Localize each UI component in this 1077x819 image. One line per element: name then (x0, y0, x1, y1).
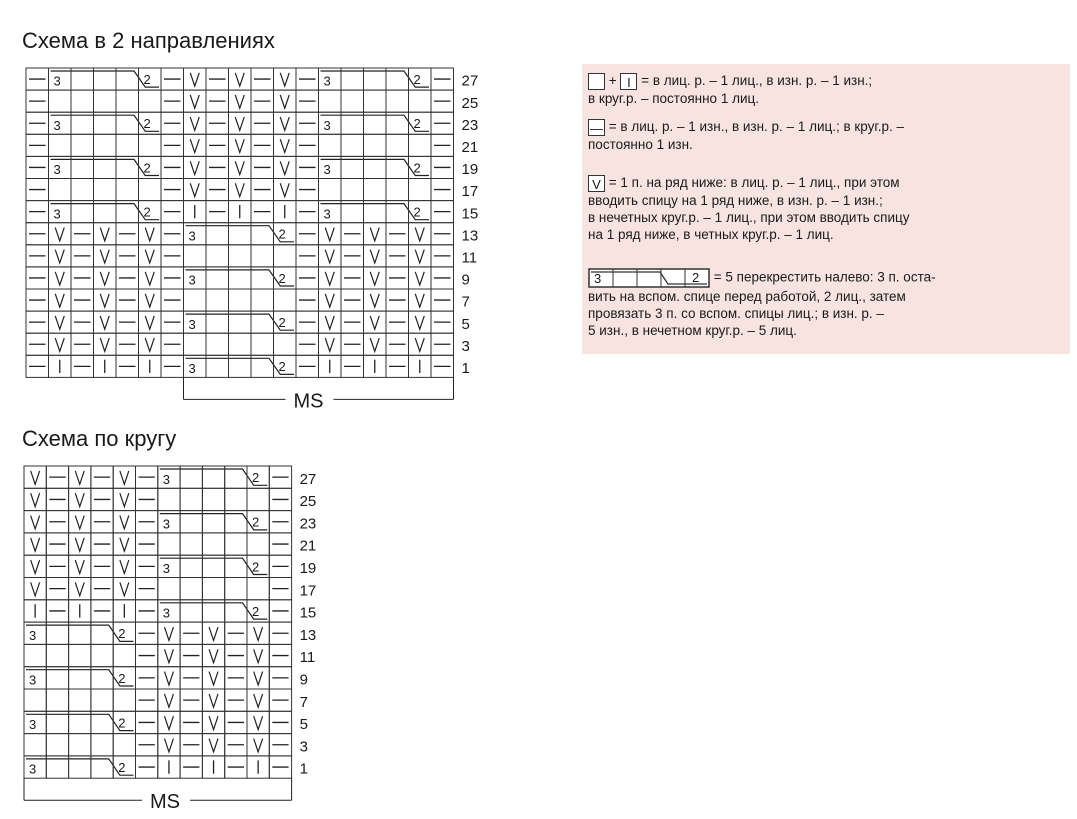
row-number: 9 (299, 671, 308, 689)
slip-symbol (415, 338, 424, 351)
legend-slip-text-4: на 1 ряд ниже, в четных круг.р. – 1 лиц. (588, 226, 834, 242)
slip-symbol (31, 560, 40, 573)
chart-cell (116, 179, 139, 201)
chart-title-two-directions: Схема в 2 направлениях (22, 28, 275, 53)
chart-cell (116, 134, 139, 156)
cable-three-label: 3 (29, 672, 37, 688)
slip-symbol (325, 338, 334, 351)
legend-purl-text-1: = в лиц. р. – 1 изн., в изн. р. – 1 лиц.; в круг.р. – (608, 119, 904, 134)
chart-cell (274, 245, 297, 267)
chart-cell (341, 134, 364, 156)
slip-symbol (209, 649, 218, 662)
chart-cell (319, 179, 342, 201)
cable-three-label: 3 (53, 162, 61, 178)
chart-row (26, 112, 478, 134)
row-number: 17 (299, 582, 317, 600)
cable-three-label: 3 (29, 761, 37, 777)
legend-purl-text-2: постоянно 1 изн. (588, 136, 693, 152)
cable-three-label: 3 (162, 516, 171, 532)
chart-cell (202, 488, 224, 510)
row-number: 3 (461, 337, 470, 355)
row-number: 21 (299, 537, 317, 555)
row-number: 27 (461, 72, 479, 90)
chart-cell (180, 488, 202, 510)
legend-slip-text-3: в нечетных круг.р. – 1 лиц., при этом вводить спицу (588, 209, 910, 225)
chart-cell (69, 644, 91, 666)
chart-cell (71, 90, 94, 112)
slip-symbol (235, 161, 244, 174)
row-number: 17 (461, 183, 479, 201)
legend-plus: + (608, 73, 617, 88)
row-number: 25 (461, 94, 479, 112)
slip-symbol (55, 316, 64, 329)
cable-two-label: 2 (143, 204, 151, 220)
slip-symbol (75, 538, 84, 551)
slip-symbol (55, 250, 64, 263)
cable-three-label: 3 (323, 162, 331, 178)
chart-cell (158, 533, 180, 555)
chart-cell (202, 533, 224, 555)
cable-three-label: 3 (323, 206, 331, 222)
cable-two-label: 2 (118, 759, 126, 775)
chart-cell (274, 333, 297, 355)
row-number: 7 (299, 693, 308, 711)
ms-label: MS (150, 791, 180, 814)
cable-three-label: 3 (29, 717, 37, 733)
chart-cell (46, 734, 68, 756)
chart-row (26, 355, 470, 377)
chart-row (24, 756, 308, 778)
row-number: 9 (461, 271, 470, 289)
slip-symbol (415, 228, 424, 241)
chart-cell (180, 578, 202, 600)
row-number: 11 (461, 249, 478, 267)
chart-cell (319, 134, 342, 156)
slip-symbol (209, 739, 218, 752)
cable-three-label: 3 (594, 271, 602, 286)
slip-symbol (145, 316, 154, 329)
cable-two-label: 2 (118, 670, 126, 686)
row-number: 27 (299, 470, 317, 488)
slip-symbol (280, 95, 289, 108)
chart-row (26, 289, 470, 311)
cable-three-label: 3 (29, 627, 37, 643)
slip-symbol (31, 471, 40, 484)
slip-symbol (120, 538, 129, 551)
chart-row (24, 511, 316, 533)
cable-three-label: 3 (53, 206, 61, 222)
chart-cell (113, 689, 135, 711)
cable-three-label: 3 (188, 360, 196, 376)
slip-symbol (31, 493, 40, 506)
slip-symbol (235, 183, 244, 196)
chart-row (26, 156, 478, 178)
chart-cell (139, 90, 162, 112)
slip-symbol (190, 73, 199, 86)
slip-symbol (100, 272, 109, 285)
slip-symbol (235, 95, 244, 108)
cable-three-label: 3 (162, 561, 171, 577)
slip-symbol (415, 316, 424, 329)
slip-symbol (280, 183, 289, 196)
slip-symbol (190, 139, 199, 152)
slip-symbol (370, 228, 379, 241)
slip-symbol (75, 582, 84, 595)
cable-three-label: 3 (53, 73, 61, 89)
chart-cell (113, 644, 135, 666)
chart-cell (251, 289, 274, 311)
row-number: 5 (461, 315, 470, 333)
chart-cell (229, 245, 252, 267)
chart-cell (409, 90, 432, 112)
chart-row (26, 134, 478, 156)
cable-three-label: 3 (323, 73, 331, 89)
chart-cell (364, 134, 387, 156)
cable-three-label: 3 (162, 471, 171, 487)
row-number: 7 (461, 293, 470, 311)
legend-cross (588, 268, 936, 339)
slip-symbol (120, 516, 129, 529)
slip-symbol (31, 516, 40, 529)
chart-cell (116, 90, 139, 112)
chart-cell (247, 533, 269, 555)
chart-row (26, 223, 478, 245)
cable-two-label: 2 (413, 71, 421, 87)
chart-cell (202, 578, 224, 600)
chart-cell (206, 245, 229, 267)
chart-cell (386, 179, 409, 201)
slip-symbol (254, 739, 263, 752)
cable-two-label: 2 (252, 603, 260, 619)
chart-row (26, 90, 478, 112)
cable-three-label: 3 (53, 117, 61, 133)
chart-row (24, 711, 308, 733)
slip-symbol (370, 250, 379, 263)
slip-symbol (100, 338, 109, 351)
chart-cell (247, 578, 269, 600)
chart-cell (180, 533, 202, 555)
cable-two-label: 2 (278, 226, 286, 242)
chart-cell (184, 333, 207, 355)
slip-symbol (100, 228, 109, 241)
row-number: 11 (299, 649, 316, 667)
slip-symbol (75, 471, 84, 484)
slip-symbol (325, 250, 334, 263)
chart-cell (139, 179, 162, 201)
slip-symbol (164, 694, 173, 707)
cable-two-label: 2 (278, 270, 286, 286)
slip-symbol (370, 338, 379, 351)
cable-two-label: 2 (413, 204, 421, 220)
chart-row (24, 689, 308, 711)
legend-cross-text-4: 5 изн., в нечетном круг.р. – 5 лиц. (588, 323, 797, 338)
chart-cell (225, 488, 247, 510)
slip-symbol (55, 272, 64, 285)
chart-cell (24, 644, 46, 666)
chart-row (24, 644, 315, 666)
slip-symbol (370, 316, 379, 329)
chart-cell (91, 689, 113, 711)
cable-three-label: 3 (188, 228, 196, 244)
chart-cell (71, 134, 94, 156)
chart-cell (251, 333, 274, 355)
chart-cell (158, 488, 180, 510)
cable-three-label: 3 (188, 272, 196, 288)
cable-cross-icon (588, 268, 710, 288)
chart-cell (49, 134, 72, 156)
chart-cell (386, 90, 409, 112)
slip-symbol (190, 183, 199, 196)
row-number: 19 (461, 161, 479, 179)
chart-cell (139, 134, 162, 156)
chart-title-in-round: Схема по кругу (22, 426, 177, 451)
chart-cell (49, 90, 72, 112)
legend-cross-text-1: = 5 перекрестить налево: 3 п. оста- (713, 269, 936, 285)
slip-symbol (209, 627, 218, 640)
chart-cell (158, 578, 180, 600)
slip-symbol (31, 538, 40, 551)
chart1-grid (26, 68, 478, 377)
slip-symbol (325, 272, 334, 285)
chart-cell (113, 734, 135, 756)
chart-row (24, 600, 316, 622)
cable-two-label: 2 (278, 315, 286, 331)
chart-cell (46, 644, 68, 666)
legend-slip-text-1: = 1 п. на ряд ниже: в лиц. р. – 1 лиц., при этом (608, 175, 900, 190)
chart-cell (94, 90, 117, 112)
chart-cell (409, 134, 432, 156)
chart-cell (69, 734, 91, 756)
chart-cell (184, 245, 207, 267)
slip-symbol (254, 627, 263, 640)
slip-symbol (415, 294, 424, 307)
cable-two-label: 2 (252, 514, 260, 530)
slip-symbol (280, 117, 289, 130)
chart-cell (24, 734, 46, 756)
row-number: 23 (299, 515, 317, 533)
chart-cell (91, 644, 113, 666)
chart-cell (206, 289, 229, 311)
slip-symbol (280, 161, 289, 174)
slip-symbol (235, 139, 244, 152)
cable-two-label: 2 (252, 470, 260, 486)
cable-three-label: 3 (323, 117, 331, 133)
cable-two-label: 2 (118, 715, 126, 731)
cable-two-label: 2 (692, 270, 700, 285)
slip-symbol (164, 649, 173, 662)
slip-symbol (164, 716, 173, 729)
slip-symbol (209, 672, 218, 685)
chart-row (24, 488, 316, 510)
row-number: 15 (461, 205, 479, 223)
slip-symbol (100, 316, 109, 329)
chart-cell (94, 134, 117, 156)
slip-symbol (120, 493, 129, 506)
chart-cell (251, 245, 274, 267)
slip-symbol (145, 272, 154, 285)
chart-cell (247, 488, 269, 510)
cable-two-label: 2 (413, 116, 421, 132)
chart-cell (184, 289, 207, 311)
legend-knit (588, 72, 872, 107)
row-number: 1 (461, 359, 470, 377)
slip-symbol (370, 294, 379, 307)
chart-cell (225, 533, 247, 555)
cable-two-label: 2 (252, 559, 260, 575)
chart-cell (49, 179, 72, 201)
legend-slip (588, 174, 910, 243)
empty-cell-icon (588, 73, 605, 90)
chart2-grid (24, 466, 316, 778)
chart-row (24, 667, 308, 689)
row-number: 25 (299, 493, 317, 511)
slip-symbol (55, 338, 64, 351)
slip-symbol (75, 516, 84, 529)
slip-symbol (164, 739, 173, 752)
cable-three-label: 3 (188, 316, 196, 332)
chart-row (24, 533, 316, 555)
row-number: 3 (299, 738, 308, 756)
slip-symbol (254, 694, 263, 707)
cable-two-label: 2 (143, 71, 151, 87)
chart-cell (341, 90, 364, 112)
cable-three-label: 3 (162, 605, 171, 621)
slip-symbol (120, 560, 129, 573)
row-number: 5 (299, 716, 308, 734)
slip-symbol (145, 338, 154, 351)
chart-cell (364, 179, 387, 201)
chart-cell (206, 333, 229, 355)
row-number: 15 (299, 604, 317, 622)
chart-cell (225, 578, 247, 600)
row-number: 13 (461, 227, 479, 245)
cable-two-label: 2 (143, 116, 151, 132)
slip-symbol (235, 73, 244, 86)
chart-row (26, 333, 470, 355)
slip-symbol (190, 161, 199, 174)
slip-symbol (209, 694, 218, 707)
chart-cell (46, 689, 68, 711)
chart-row (26, 245, 477, 267)
slip-symbol (370, 272, 379, 285)
slip-symbol (209, 716, 218, 729)
slip-symbol (55, 228, 64, 241)
chart-row (24, 622, 316, 644)
slip-symbol (325, 316, 334, 329)
chart-cell (71, 179, 94, 201)
slip-symbol (325, 228, 334, 241)
chart-row (26, 311, 470, 333)
slip-symbol (145, 250, 154, 263)
cable-two-label: 2 (278, 359, 286, 375)
ms-label: MS (293, 390, 324, 413)
slip-symbol (235, 117, 244, 130)
chart-row (24, 466, 316, 488)
slip-symbol (164, 672, 173, 685)
chart-row (24, 555, 316, 577)
slip-symbol (75, 560, 84, 573)
slip-symbol (100, 250, 109, 263)
legend-panel (582, 64, 1070, 354)
slip-symbol (325, 294, 334, 307)
slip-symbol (190, 117, 199, 130)
legend-knit-text-1: = в лиц. р. – 1 лиц., в изн. р. – 1 изн.; (641, 73, 873, 88)
slip-symbol (254, 672, 263, 685)
chart-row (24, 578, 316, 600)
chart-cell (91, 734, 113, 756)
chart-row (24, 734, 308, 756)
legend-knit-text-2: в круг.р. – постоянно 1 лиц. (588, 90, 759, 106)
cable-two-label: 2 (143, 160, 151, 176)
legend-cross-text-3: провязать 3 п. со вспом. спицы лиц.; в изн. р. – (588, 306, 884, 321)
slip-symbol (120, 582, 129, 595)
cable-two-label: 2 (413, 160, 421, 176)
slip-symbol (145, 228, 154, 241)
chart-cell (274, 289, 297, 311)
slip-symbol (100, 294, 109, 307)
chart-cell (409, 179, 432, 201)
legend-purl (588, 118, 904, 153)
chart-cell (229, 289, 252, 311)
slip-symbol (190, 95, 199, 108)
row-number: 1 (299, 760, 308, 778)
slip-symbol (75, 493, 84, 506)
chart-cell (94, 179, 117, 201)
slip-cell-icon: V (588, 175, 605, 192)
row-number: 21 (461, 138, 479, 156)
slip-symbol (415, 272, 424, 285)
slip-symbol (280, 73, 289, 86)
row-number: 13 (299, 626, 317, 644)
chart-cell (364, 90, 387, 112)
slip-symbol (120, 471, 129, 484)
slip-symbol (280, 139, 289, 152)
chart-cell (341, 179, 364, 201)
chart-cell (229, 333, 252, 355)
slip-symbol (415, 250, 424, 263)
chart-row (26, 179, 478, 201)
chart-row (26, 68, 478, 90)
slip-symbol (145, 294, 154, 307)
legend-cross-text-2: вить на вспом. спице перед работой, 2 лиц., затем (588, 289, 906, 304)
chart-row (26, 267, 470, 289)
slip-symbol (31, 582, 40, 595)
chart-cell (24, 689, 46, 711)
legend-slip-text-2: вводить спицу на 1 ряд ниже, в изн. р. – 1 изн.; (588, 192, 883, 208)
slip-symbol (254, 716, 263, 729)
slip-symbol (55, 294, 64, 307)
chart-cell (319, 90, 342, 112)
chart-row (26, 201, 478, 223)
slip-symbol (254, 649, 263, 662)
cable-two-label: 2 (118, 626, 126, 642)
knit-cell-icon: I (620, 73, 637, 90)
row-number: 19 (299, 560, 317, 578)
chart-cell (386, 134, 409, 156)
row-number: 23 (461, 116, 479, 134)
slip-symbol (164, 627, 173, 640)
purl-cell-icon: — (590, 120, 603, 136)
chart-cell (69, 689, 91, 711)
